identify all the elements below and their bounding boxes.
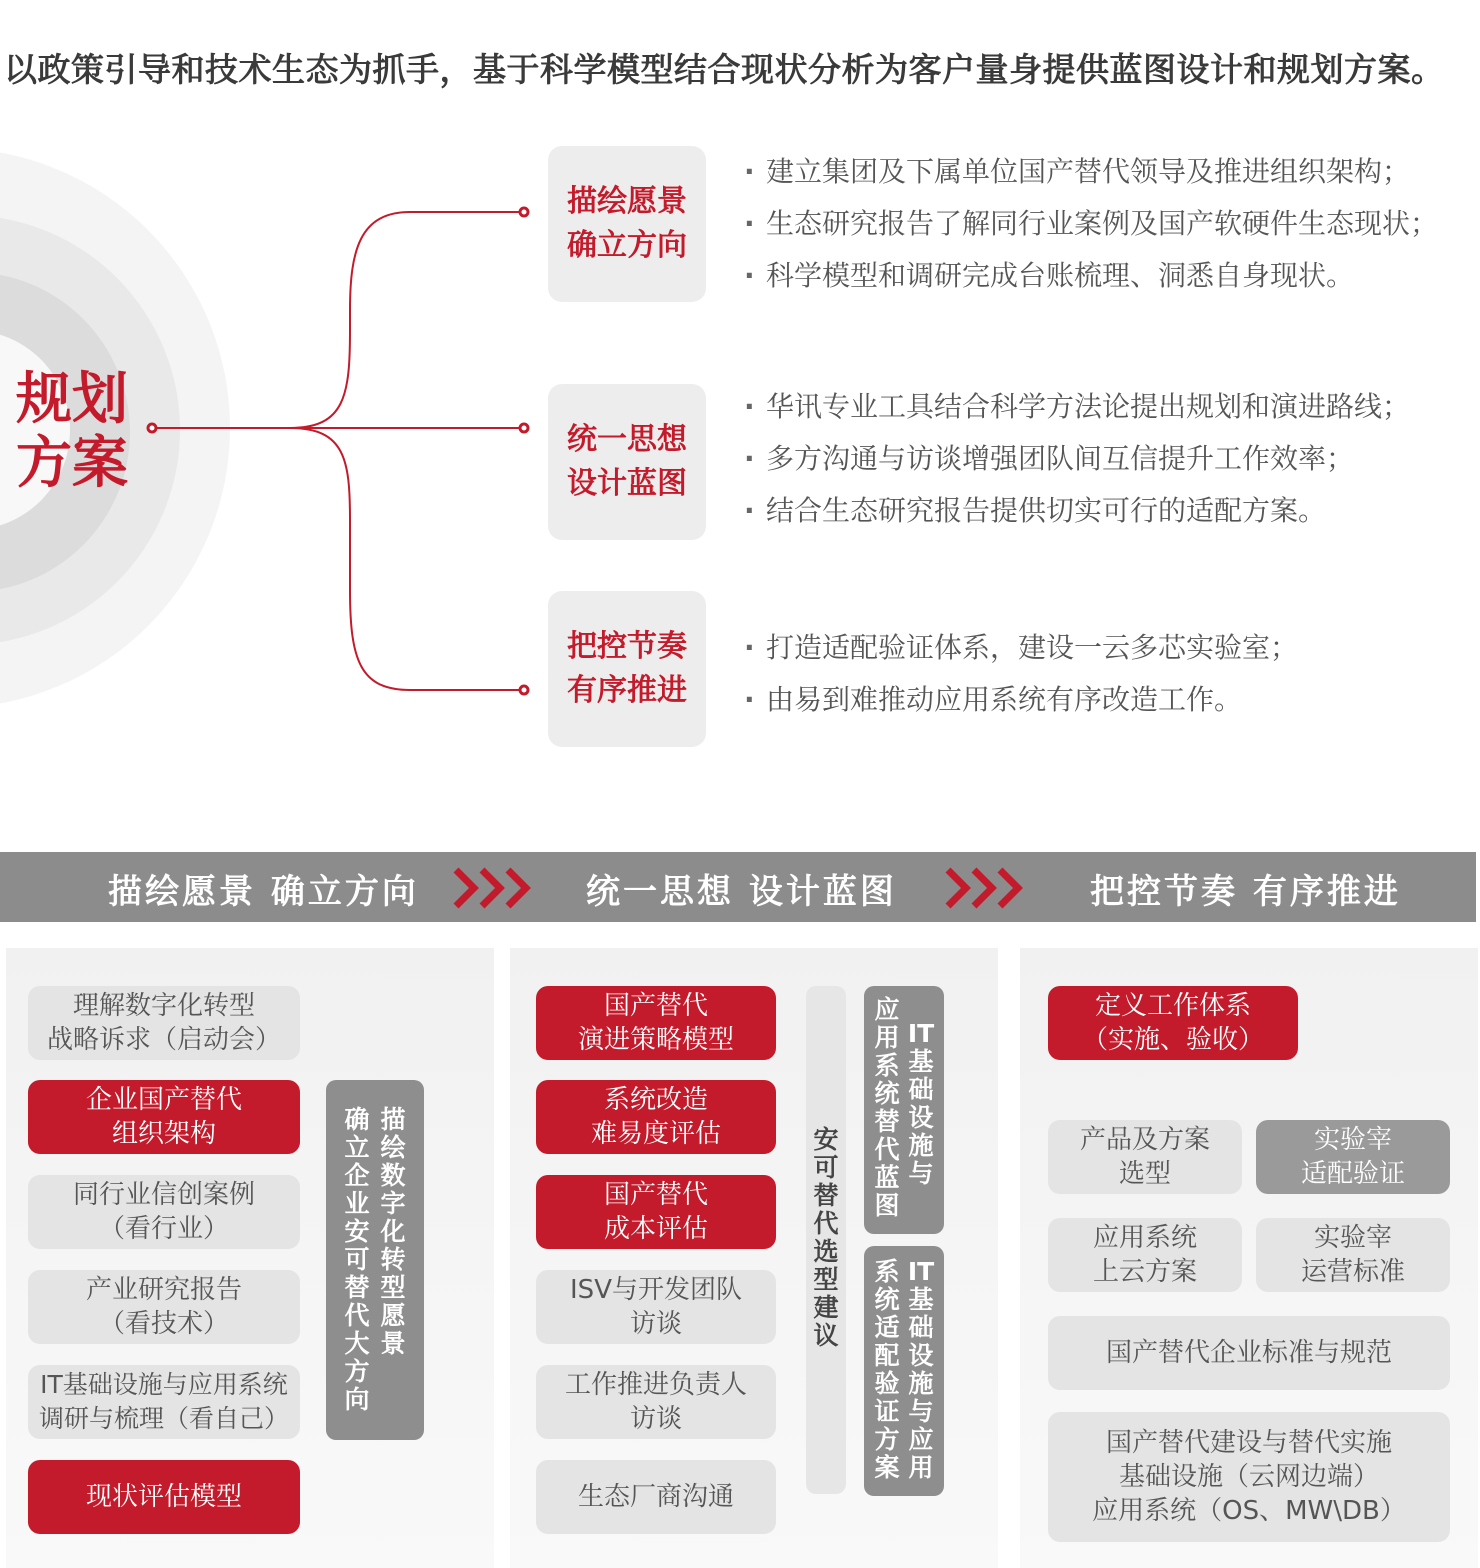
banner-label-blueprint: 统一思想 设计蓝图 bbox=[586, 872, 897, 912]
item-assessment-model: 现状评估模型 bbox=[28, 1460, 300, 1534]
item-industry-report: 产业研究报告 （看技术） bbox=[28, 1270, 300, 1344]
adaptation-plan-vertical bbox=[864, 1246, 944, 1496]
item-lab-operation: 实验宰 运营标准 bbox=[1256, 1218, 1450, 1292]
vertical-text: 确立企业安可替代大方向 bbox=[344, 1105, 370, 1414]
triple-chevron-right-icon bbox=[944, 864, 1028, 912]
bullet-item: · 建立集团及下属单位国产替代领导及推进组织架构； bbox=[744, 146, 1438, 198]
bullet-item: · 打造适配验证体系，建设一云多芯实验室； bbox=[744, 622, 1298, 674]
item-lab-adaptation: 实验宰 适配验证 bbox=[1256, 1120, 1450, 1194]
selection-advice-vertical bbox=[806, 986, 846, 1494]
page-headline: 以政策引导和技术生态为抓手，基于科学模型结合现状分析为客户量身提供蓝图设计和规划方案。 bbox=[4, 50, 1445, 89]
item-owner-interview: 工作推进负责人 访谈 bbox=[536, 1365, 776, 1439]
stage-vision-box bbox=[548, 146, 706, 302]
stage-vision-title: 描绘愿景 确立方向 bbox=[567, 184, 687, 263]
item-org-structure: 企业国产替代 组织架构 bbox=[28, 1080, 300, 1154]
stage-rhythm-box bbox=[548, 591, 706, 747]
item-cost-assessment: 国产替代 成本评估 bbox=[536, 1175, 776, 1249]
bullet-item: · 生态研究报告了解同行业案例及国产软硬件生态现状； bbox=[744, 198, 1438, 250]
bullet-item: · 华讯专业工具结合科学方法论提出规划和演进路线； bbox=[744, 381, 1410, 433]
vertical-text: 应用系统替代蓝图 bbox=[874, 995, 900, 1220]
bullet-item: · 结合生态研究报告提供切实可行的适配方案。 bbox=[744, 485, 1410, 537]
vertical-text: 描绘数字化转型愿景 bbox=[380, 1105, 406, 1358]
core-title: 规划 方案 bbox=[16, 367, 128, 496]
vertical-text: IT基础设施与 bbox=[907, 1019, 935, 1188]
stage-blueprint-bullets bbox=[744, 381, 1410, 537]
stage-rhythm-title: 把控节奏 有序推进 bbox=[567, 629, 687, 708]
vertical-text: IT基础设施与应用 bbox=[907, 1257, 935, 1482]
stage-blueprint-title: 统一思想 设计蓝图 bbox=[567, 422, 687, 501]
banner-label-vision: 描绘愿景 确立方向 bbox=[108, 872, 419, 912]
bullet-item: · 由易到难推动应用系统有序改造工作。 bbox=[744, 674, 1298, 726]
item-cloud-plan: 应用系统 上云方案 bbox=[1048, 1218, 1242, 1292]
item-strategy-kickoff: 理解数字化转型 战略诉求（启动会） bbox=[28, 986, 300, 1060]
item-evolution-model: 国产替代 演进策略模型 bbox=[536, 986, 776, 1060]
item-isv-interview: ISV与开发团队 访谈 bbox=[536, 1270, 776, 1344]
item-industry-cases: 同行业信创案例 （看行业） bbox=[28, 1175, 300, 1249]
item-product-selection: 产品及方案 选型 bbox=[1048, 1120, 1242, 1194]
vertical-text: 系统适配验证方案 bbox=[874, 1257, 900, 1482]
item-work-system: 定义工作体系 （实施、验收） bbox=[1048, 986, 1298, 1060]
stage-rhythm-bullets bbox=[744, 622, 1298, 726]
stage-vision-bullets bbox=[744, 146, 1438, 302]
item-enterprise-standard: 国产替代企业标准与规范 bbox=[1048, 1316, 1450, 1390]
item-implementation: 国产替代建设与替代实施 基础设施（云网边端） 应用系统（OS、MW\DB） bbox=[1048, 1412, 1450, 1542]
banner-label-rhythm: 把控节奏 有序推进 bbox=[1090, 872, 1401, 912]
bullet-item: · 科学模型和调研完成台账梳理、洞悉自身现状。 bbox=[744, 250, 1438, 302]
vertical-text: 安可替代选型建议 bbox=[813, 1125, 839, 1350]
triple-chevron-right-icon bbox=[452, 864, 536, 912]
item-vendor-communication: 生态厂商沟通 bbox=[536, 1460, 776, 1534]
bullet-item: · 多方沟通与访谈增强团队间互信提升工作效率； bbox=[744, 433, 1410, 485]
blueprint-vertical bbox=[864, 986, 944, 1234]
stage-blueprint-box bbox=[548, 384, 706, 540]
item-difficulty-assessment: 系统改造 难易度评估 bbox=[536, 1080, 776, 1154]
item-self-survey: IT基础设施与应用系统 调研与梳理（看自己） bbox=[28, 1365, 300, 1439]
summary-vision-vertical bbox=[326, 1080, 424, 1440]
